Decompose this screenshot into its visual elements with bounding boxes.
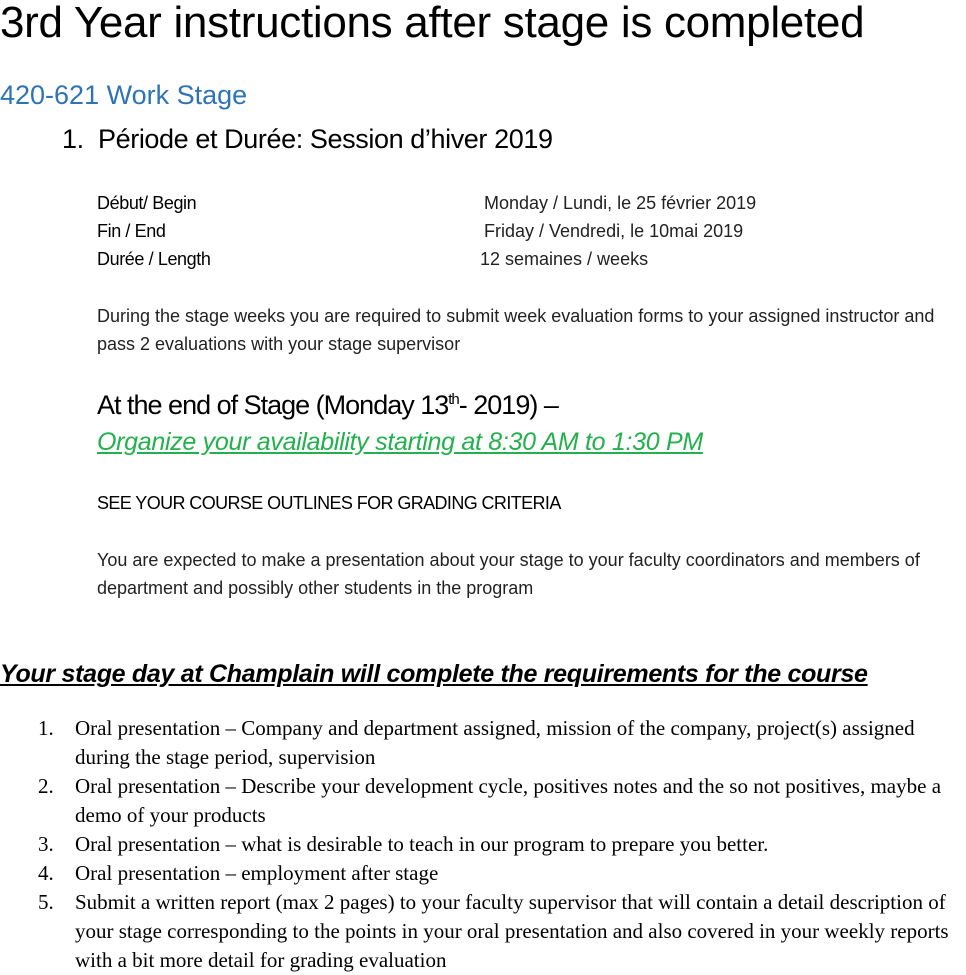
schedule-value-begin: Monday / Lundi, le 25 février 2019 xyxy=(484,193,757,213)
list-item xyxy=(0,888,966,975)
list-item xyxy=(0,859,966,888)
grading-criteria-note: SEE YOUR COURSE OUTLINES FOR GRADING CRITERIA xyxy=(97,493,561,513)
list-marker: 2. xyxy=(38,774,54,798)
presentation-paragraph: You are expected to make a presentation about your stage to your faculty coordinators and members of department and possibly other students in the program xyxy=(97,550,920,598)
stage-weeks-paragraph: During the stage weeks you are required to submit week evaluation forms to your assigned instructor and pass 2 evaluations with your stage supervisor xyxy=(97,306,935,354)
document-title: 3rd Year instructions after stage is completed xyxy=(0,0,865,47)
list-marker: 5. xyxy=(38,890,54,914)
list-item xyxy=(0,772,966,830)
schedule-label-length: Durée / Length xyxy=(97,249,211,269)
list-item-text: Oral presentation – what is desirable to teach in our program to prepare you better. xyxy=(75,832,769,856)
section-heading xyxy=(62,124,553,155)
schedule-value-end: Friday / Vendredi, le 10mai 2019 xyxy=(484,221,744,241)
list-marker: 1. xyxy=(38,716,54,740)
list-item xyxy=(0,714,966,772)
list-marker: 4. xyxy=(38,861,54,885)
end-of-stage-suffix: - 2019) – xyxy=(458,390,558,420)
availability-note: Organize your availability starting at 8:30 AM to 1:30 PM xyxy=(97,428,703,456)
section-title: Période et Durée: Session d’hiver 2019 xyxy=(98,124,553,154)
list-item xyxy=(0,830,966,859)
champlain-heading: Your stage day at Champlain will complete the requirements for the course xyxy=(0,660,868,688)
list-marker: 3. xyxy=(38,832,54,856)
list-item-text: Oral presentation – Company and department assigned, mission of the company, project(s) assigned during the stage period, supervision xyxy=(75,716,915,769)
end-of-stage-superscript: th xyxy=(448,391,459,408)
schedule-value-length: 12 semaines / weeks xyxy=(480,249,649,269)
schedule-label-end: Fin / End xyxy=(97,221,166,241)
list-item-text: Submit a written report (max 2 pages) to your faculty supervisor that will contain a detail description of your stage corresponding to the points in your oral presentation and also covered in your weekly reports with a bit more detail for grading evaluation xyxy=(75,890,949,972)
course-heading: 420-621 Work Stage xyxy=(0,80,248,110)
list-item-text: Oral presentation – Describe your development cycle, positives notes and the so not positives, maybe a demo of your products xyxy=(75,774,942,827)
requirements-list xyxy=(0,714,966,975)
list-item-text: Oral presentation – employment after stage xyxy=(75,861,439,885)
end-of-stage-heading xyxy=(97,390,558,421)
end-of-stage-prefix: At the end of Stage (Monday 13 xyxy=(97,390,449,420)
section-number: 1. xyxy=(62,124,84,154)
schedule-label-begin: Début/ Begin xyxy=(97,193,197,213)
